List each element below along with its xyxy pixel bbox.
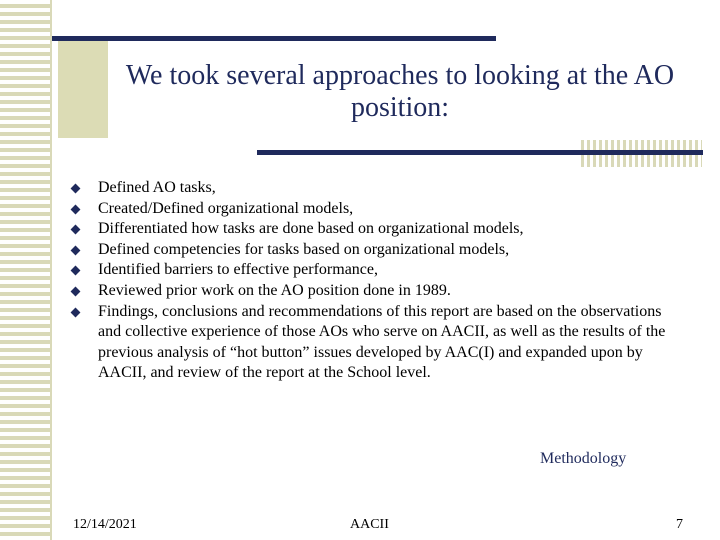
left-striped-band [0, 0, 50, 540]
bullet-text: Created/Defined organizational models, [98, 199, 354, 217]
title-rule-top [52, 36, 496, 41]
section-label: Methodology [540, 450, 627, 467]
bullet-item [72, 302, 672, 384]
bullet-item [72, 240, 672, 261]
footer-date: 12/14/2021 [73, 517, 137, 532]
page-number: 7 [676, 517, 683, 532]
diamond-bullet-icon [71, 204, 81, 214]
bullet-text: Reviewed prior work on the AO position done in 1989. [98, 281, 451, 299]
diamond-bullet-icon [71, 184, 81, 194]
bullet-text: Findings, conclusions and recommendations of this report are based on the observations and collective experience of those AOs who serve on AACII, as well as the results of the previous analysis of “hot button” issues developed by AAC(I) and expanded upon by AACII, and review of the report at the School level. [98, 302, 666, 382]
bullet-item [72, 260, 672, 281]
title-rule-bottom [257, 150, 703, 155]
slide-title: We took several approaches to looking at the AO position: [125, 60, 675, 123]
diamond-bullet-icon [71, 245, 81, 255]
bullet-item [72, 199, 672, 220]
diamond-bullet-icon [71, 225, 81, 235]
diamond-bullet-icon [71, 287, 81, 297]
bullet-text: Identified barriers to effective performance, [98, 261, 378, 279]
bullet-item [72, 178, 672, 199]
bullet-list [72, 178, 672, 384]
bullet-item [72, 281, 672, 302]
bullet-text: Differentiated how tasks are done based on organizational models, [98, 220, 524, 238]
diamond-bullet-icon [71, 266, 81, 276]
bullet-text: Defined competencies for tasks based on organizational models, [98, 240, 510, 258]
footer-center-text: AACII [350, 517, 389, 532]
accent-block [58, 40, 108, 138]
diamond-bullet-icon [71, 307, 81, 317]
bullet-item [72, 219, 672, 240]
bullet-text: Defined AO tasks, [98, 179, 216, 196]
left-band-edge [50, 0, 52, 540]
